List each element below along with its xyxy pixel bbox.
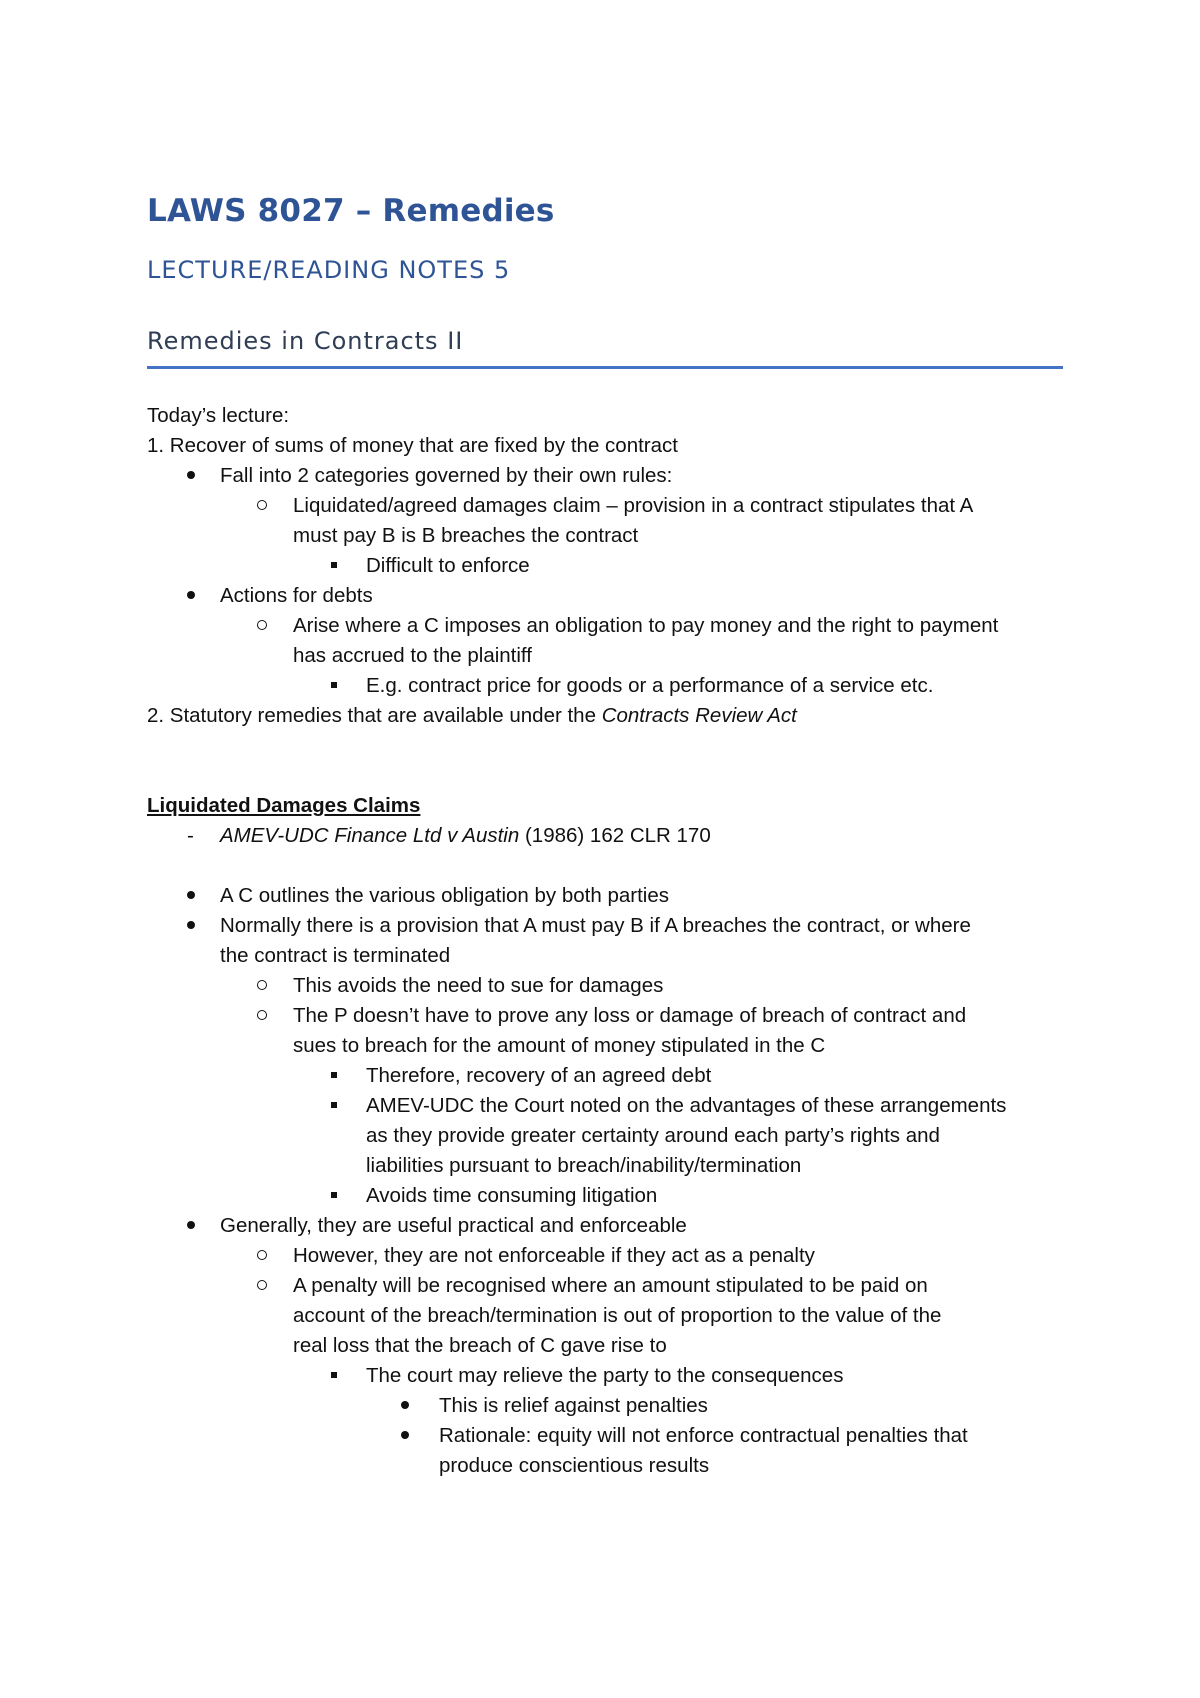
spacer: [147, 851, 1063, 881]
document-subtitle: LECTURE/READING NOTES 5: [147, 256, 511, 284]
list-item: Arise where a C imposes an obligation to pay money and the right to payment: [147, 611, 1063, 641]
bullet-circle-icon: [257, 491, 277, 521]
list-item: Avoids time consuming litigation: [147, 1181, 1063, 1211]
list-item: Difficult to enforce: [147, 551, 1063, 581]
list-item: A C outlines the various obligation by both parties: [147, 881, 1063, 911]
bullet-square-icon: [331, 671, 351, 701]
bullet-square-icon: [331, 1181, 351, 1211]
list-item: Generally, they are useful practical and enforceable: [147, 1211, 1063, 1241]
list-item-continuation: the contract is terminated: [220, 944, 451, 967]
list-item-continuation: produce conscientious results: [439, 1454, 710, 1477]
case-citation: - AMEV-UDC Finance Ltd v Austin (1986) 162 CLR 170: [147, 821, 1063, 851]
list-item: However, they are not enforceable if they act as a penalty: [147, 1241, 1063, 1271]
list-item: Actions for debts: [147, 581, 1063, 611]
list-item: E.g. contract price for goods or a performance of a service etc.: [147, 671, 1063, 701]
list-item-continuation: as they provide greater certainty around each party’s rights and: [366, 1124, 940, 1147]
list-item: This is relief against penalties: [147, 1391, 1063, 1421]
section-title: Remedies in Contracts II: [147, 327, 464, 355]
list-item: A penalty will be recognised where an amount stipulated to be paid on: [147, 1271, 1063, 1301]
document-title: LAWS 8027 – Remedies: [147, 193, 555, 229]
bullet-circle-icon: [257, 1241, 277, 1271]
bullet-circle-icon: [257, 611, 277, 641]
list-item: The P doesn’t have to prove any loss or damage of breach of contract and: [147, 1001, 1063, 1031]
bullet-dot-icon: [187, 911, 207, 941]
bullet-circle-icon: [257, 1271, 277, 1301]
list-item-continuation: account of the breach/termination is out of proportion to the value of the: [293, 1304, 942, 1327]
intro-heading: Today’s lecture:: [147, 404, 290, 427]
list-item-continuation: has accrued to the plaintiff: [293, 644, 532, 667]
list-item: Liquidated/agreed damages claim – provision in a contract stipulates that A: [147, 491, 1063, 521]
section-rule: [147, 366, 1063, 369]
bullet-square-icon: [331, 551, 351, 581]
bullet-circle-icon: [257, 1001, 277, 1031]
spacer: [147, 731, 1063, 791]
list-item-continuation: real loss that the breach of C gave rise to: [293, 1334, 667, 1357]
list-item: AMEV-UDC the Court noted on the advantages of these arrangements: [147, 1091, 1063, 1121]
document-body: [147, 401, 1063, 1481]
bullet-dot-icon: [401, 1421, 421, 1451]
bullet-circle-icon: [257, 971, 277, 1001]
bullet-dot-icon: [401, 1391, 421, 1421]
list-item: Therefore, recovery of an agreed debt: [147, 1061, 1063, 1091]
bullet-dot-icon: [187, 1211, 207, 1241]
bullet-square-icon: [331, 1061, 351, 1091]
intro-item-1: 1. Recover of sums of money that are fixed by the contract: [147, 434, 678, 457]
dash-icon: -: [187, 824, 194, 847]
list-item: Fall into 2 categories governed by their own rules:: [147, 461, 1063, 491]
bullet-square-icon: [331, 1361, 351, 1391]
list-item: Normally there is a provision that A must pay B if A breaches the contract, or where: [147, 911, 1063, 941]
list-item-continuation: must pay B is B breaches the contract: [293, 524, 639, 547]
list-item: The court may relieve the party to the consequences: [147, 1361, 1063, 1391]
list-item: This avoids the need to sue for damages: [147, 971, 1063, 1001]
list-item: Rationale: equity will not enforce contractual penalties that: [147, 1421, 1063, 1451]
intro-item-2: 2. Statutory remedies that are available under the Contracts Review Act: [147, 704, 797, 727]
bullet-dot-icon: [187, 461, 207, 491]
ldc-heading: Liquidated Damages Claims: [147, 794, 421, 817]
bullet-square-icon: [331, 1091, 351, 1121]
bullet-dot-icon: [187, 881, 207, 911]
bullet-dot-icon: [187, 581, 207, 611]
list-item-continuation: liabilities pursuant to breach/inability/termination: [366, 1154, 802, 1177]
list-item-continuation: sues to breach for the amount of money stipulated in the C: [293, 1034, 826, 1057]
